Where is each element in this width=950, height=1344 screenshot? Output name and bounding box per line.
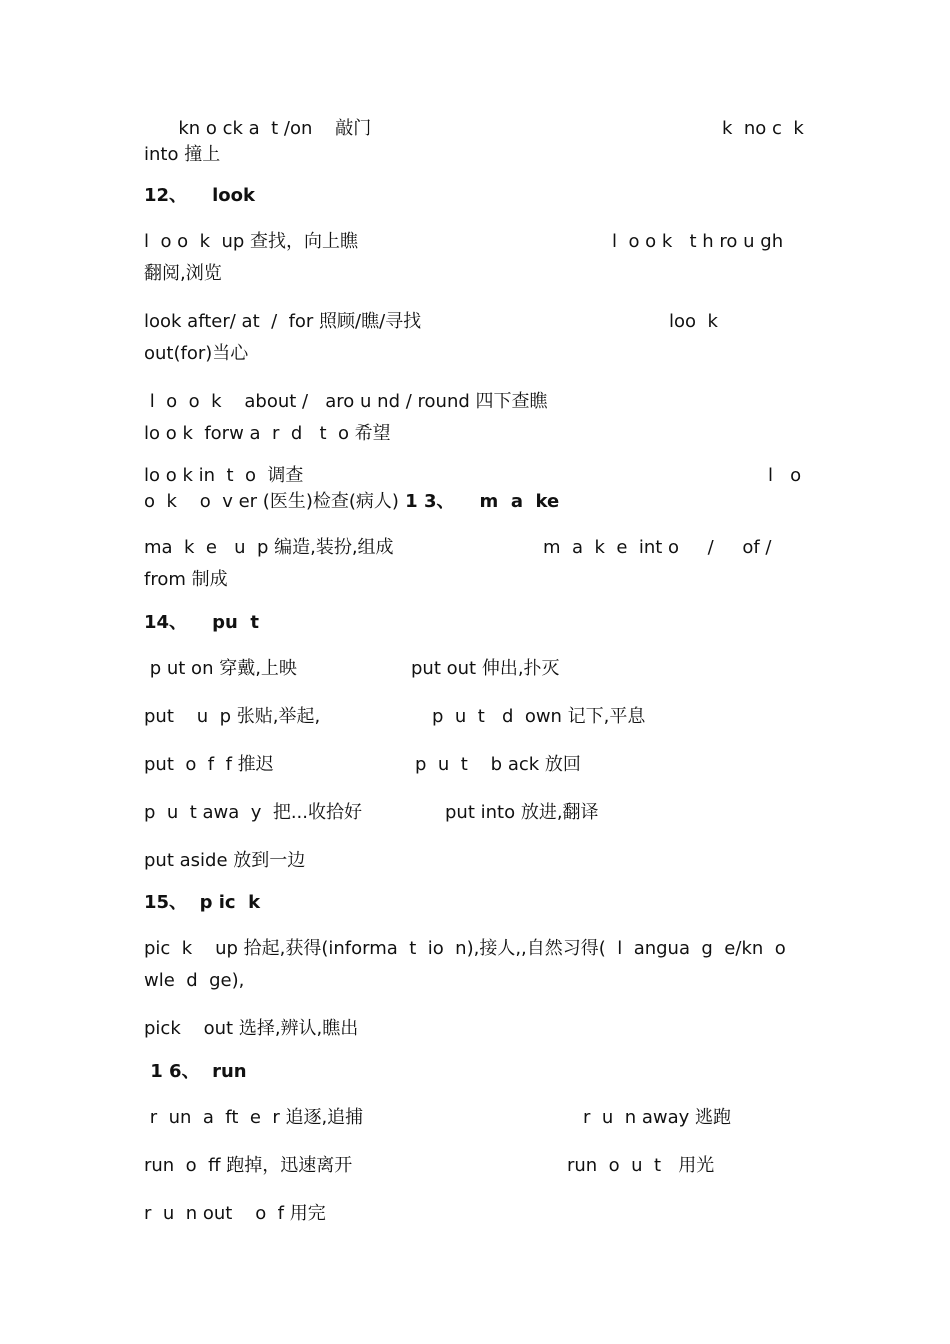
- text-make-into-end: from 制成: [144, 569, 228, 590]
- text-put-away: p u t awa y 把...收拾好: [144, 802, 362, 823]
- text-put-up: put u p 张贴,举起,: [144, 706, 321, 727]
- text-knock-into-start: k no c k: [722, 118, 804, 139]
- text-knock-into-end: into 撞上: [144, 144, 221, 165]
- text-put-on: p ut on 穿戴,上映: [144, 658, 297, 679]
- text-put-back: p u t b ack 放回: [415, 754, 581, 775]
- text-look-about: l o o k about / aro u nd / round 四下查瞧: [144, 391, 548, 412]
- text-look-over-meaning: o k o v er (医生)检查(病人): [144, 491, 399, 512]
- heading-15-pick: 15、 p ic k: [144, 892, 261, 913]
- text-look-out-start: loo k: [669, 311, 718, 332]
- text-look-through-end: 翻阅,浏览: [144, 263, 222, 284]
- text-knock-at: kn o ck a t /on 敲门: [144, 118, 372, 139]
- text-put-out: put out 伸出,扑灭: [411, 658, 560, 679]
- text-look-up: l o o k up 查找，向上瞧: [144, 231, 359, 252]
- text-look-into: lo o k in t o 调查: [144, 465, 304, 486]
- text-make-into-start: m a k e int o / of /: [543, 537, 772, 558]
- heading-16-run: 1 6、 run: [144, 1061, 247, 1082]
- text-look-forward-to: lo o k forw a r d t o 希望: [144, 423, 391, 444]
- text-put-aside: put aside 放到一边: [144, 850, 306, 871]
- text-look-through-start: l o o k t h ro u gh: [612, 231, 784, 252]
- text-run-out-of: r u n out o f 用完: [144, 1203, 326, 1224]
- text-look-over-end: [144, 493, 559, 511]
- text-put-down: p u t d own 记下,平息: [432, 706, 646, 727]
- text-run-after: r un a ft e r 追逐,追捕: [144, 1107, 364, 1128]
- text-look-after: look after/ at / for 照顾/瞧/寻找: [144, 311, 422, 332]
- text-put-off: put o f f 推迟: [144, 754, 274, 775]
- heading-12-look: 12、 look: [144, 185, 255, 206]
- text-look-out-end: out(for)当心: [144, 343, 249, 364]
- text-pick-out: pick out 选择,辨认,瞧出: [144, 1018, 359, 1039]
- heading-13-make: 1 3、 m a ke: [398, 491, 560, 512]
- text-put-into: put into 放进,翻译: [445, 802, 599, 823]
- text-run-out: run o u t 用光: [567, 1155, 715, 1176]
- text-make-up: ma k e u p 编造,装扮,组成: [144, 537, 394, 558]
- heading-14-put: 14、 pu t: [144, 612, 259, 633]
- text-pick-up-start: pic k up 拾起,获得(informa t io n),接人,,自然习得( l angua g e/kn o: [144, 938, 786, 959]
- text-pick-up-end: wle d ge),: [144, 970, 245, 991]
- text-look-over-start: l o: [768, 465, 802, 486]
- text-run-away: r u n away 逃跑: [583, 1107, 731, 1128]
- text-run-off: run o ff 跑掉，迅速离开: [144, 1155, 353, 1176]
